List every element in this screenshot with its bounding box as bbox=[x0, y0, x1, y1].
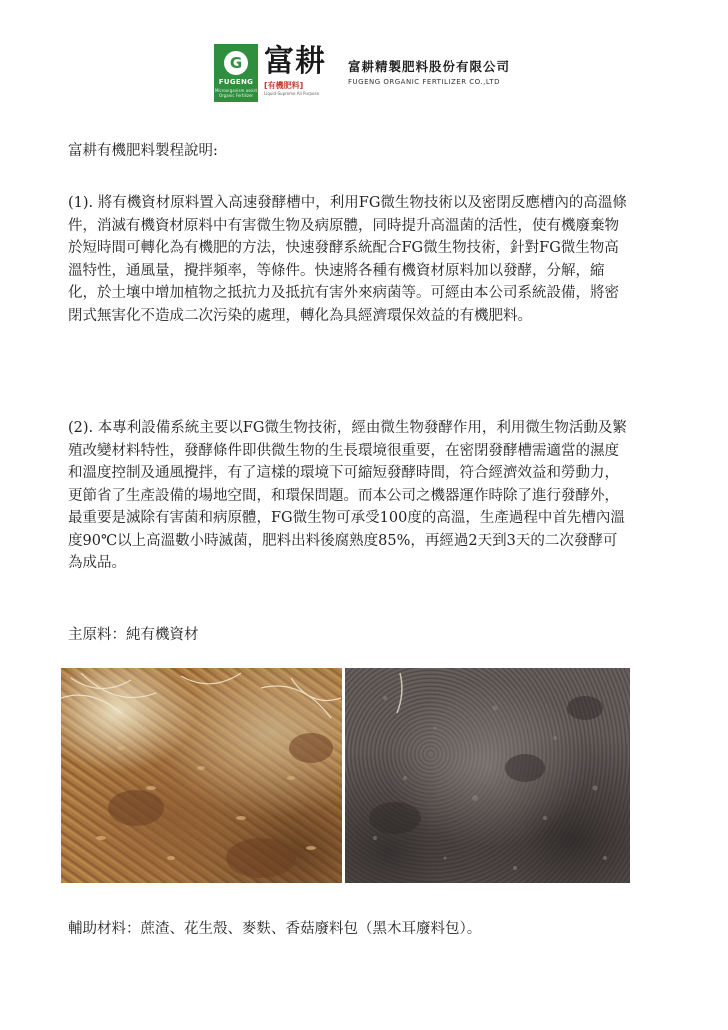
logo-english-name: FUGENG bbox=[218, 78, 254, 86]
brand-block bbox=[262, 44, 336, 102]
process-paragraph-2: (2). 本專利設備系統主要以FG微生物技術，經由微生物發酵作用，利用微生物活動及繁殖改變材料特性，發酵條件即供微生物的生長環境很重要，在密閉發酵槽需適當的濕度和溫度控制及通風攪拌，有了這樣的環境下可縮短發酵時間，符合經濟效益和勞動力，更節省了生產設備的場地空間，和環保問題。而本公司之機器運作時除了進行發酵外，最重要是滅除有害菌和病原體，FG微生物可承受100度的高溫，生產過程中首先槽內溫度90℃以上高溫數小時滅菌，肥料出料後腐熟度85%，再經過2天到3天的二次發酵可為成品。 bbox=[68, 420, 627, 571]
document-title: 富耕有機肥料製程說明: bbox=[68, 143, 218, 159]
logo-leaf-icon: G bbox=[224, 51, 248, 75]
company-header bbox=[214, 44, 510, 102]
company-logo bbox=[214, 44, 258, 102]
raw-material-photo bbox=[61, 668, 342, 883]
company-name-block bbox=[348, 59, 510, 87]
company-name-english: FUGENG ORGANIC FERTILIZER CO.,LTD bbox=[348, 78, 500, 86]
auxiliary-material-line: 輔助材料：蔗渣、花生殼、麥麩、香菇廢料包（黑木耳廢料包）。 bbox=[68, 921, 482, 937]
raw-material-texture bbox=[61, 668, 342, 883]
brand-name: 富耕 bbox=[264, 44, 326, 79]
compost-texture bbox=[345, 668, 630, 883]
brand-tag: [有機肥料] bbox=[264, 81, 304, 90]
logo-subtitle: Microorganism assist Organic Fertilizer bbox=[214, 88, 258, 98]
process-paragraph-1: (1). 將有機資材原料置入高速發酵槽中，利用FG微生物技術以及密閉反應槽內的高溫條件，消滅有機資材原料中有害微生物及病原體，同時提升高溫菌的活性，使有機廢棄物於短時間可轉化為有機肥的方法，快速發酵系統配合FG微生物技術，針對FG微生物高溫特性，通風量，攪拌頻率，等條件。快速將各種有機資材原料加以發酵，分解，縮化，於土壤中增加植物之抵抗力及抵抗有害外來病菌等。可經由本公司系統設備，將密閉式無害化不造成二次污染的處理，轉化為具經濟環保效益的有機肥料。 bbox=[68, 195, 627, 324]
compost-photo bbox=[345, 668, 630, 883]
brand-tag-english: Liquid-Supreme All Purpose bbox=[264, 91, 320, 96]
main-material-line: 主原料：純有機資材 bbox=[68, 627, 199, 643]
company-name-chinese: 富耕精製肥料股份有限公司 bbox=[348, 59, 511, 74]
